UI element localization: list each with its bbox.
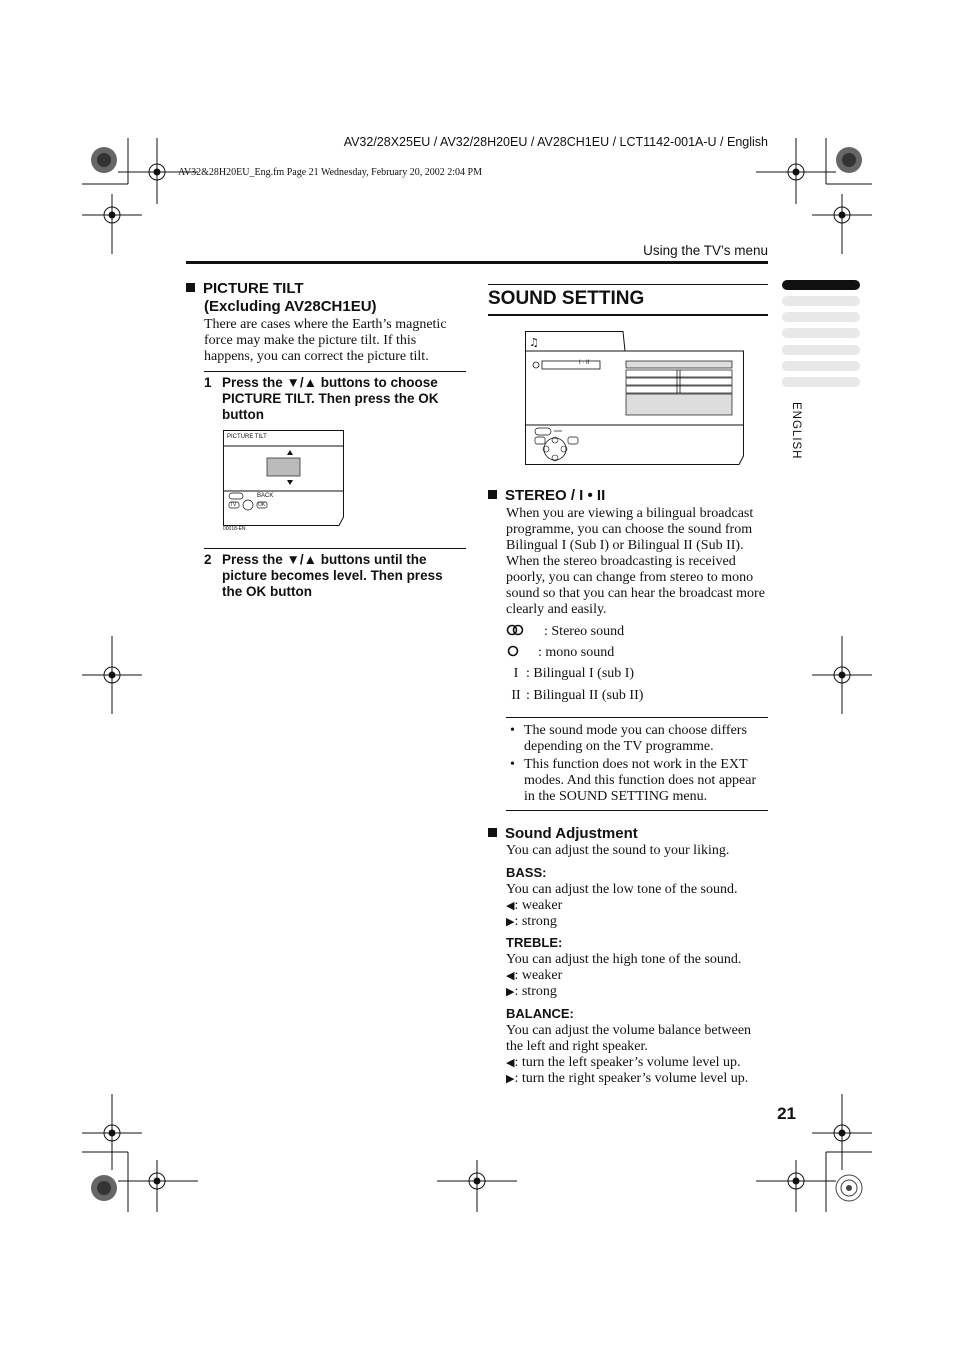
mono-sound-icon [506, 644, 520, 661]
bullet-square-icon [488, 490, 497, 499]
step2-number: 2 [204, 552, 212, 567]
picture-tilt-screen [223, 430, 345, 526]
sound-setting-screen [525, 331, 747, 467]
section-title: Using the TV’s menu [643, 243, 768, 258]
stereo-legend [506, 622, 768, 710]
step1-number: 1 [204, 375, 212, 390]
bilingual-2-icon: II [511, 688, 521, 703]
step1-text: Press the ▼/▲ buttons to choose PICTURE TILT. Then press the OK button [222, 375, 439, 422]
bass-left: ◀: weaker [506, 898, 563, 913]
left-arrow-icon: ◀ [506, 1057, 515, 1069]
model-line: AV32/28X25EU / AV32/28H20EU / AV28CH1EU / LCT1142-001A-U / English [343, 135, 768, 149]
treble-text: You can adjust the high tone of the sound. [506, 952, 742, 967]
left-arrow-icon: ◀ [506, 900, 515, 912]
tab [782, 312, 860, 322]
note-item: • This function does not work in the EXT modes. And this function does not appear in the SOUND SETTING menu. [506, 757, 768, 805]
language-label: ENGLISH [790, 402, 802, 460]
balance-left: ◀: turn the left speaker’s volume level up. [506, 1055, 741, 1070]
step2-text: Press the ▼/▲ buttons until the picture becomes level. Then press the OK button [222, 552, 443, 599]
tab [782, 361, 860, 371]
sound-setting-title: SOUND SETTING [488, 288, 645, 309]
legend-mono: : mono sound [506, 644, 768, 666]
svg-text:♫: ♫ [529, 336, 539, 349]
picture-tilt-intro: There are cases where the Earth’s magnetic force may make the picture tilt. If this happens, you can correct the picture tilt. [204, 317, 447, 364]
notes-rule-top [506, 717, 768, 718]
balance-right: ▶: turn the right speaker’s volume level up. [506, 1071, 749, 1086]
right-arrow-icon: ▶ [506, 916, 515, 928]
sound-title-rule-top [488, 284, 768, 285]
treble-label: TREBLE: [506, 935, 563, 950]
adjustment-intro: You can adjust the sound to your liking. [506, 843, 730, 858]
notes-rule-bottom [506, 810, 768, 811]
picture-tilt-subheading: (Excluding AV28CH1EU) [204, 298, 377, 315]
bass-label: BASS: [506, 865, 547, 880]
legend-stereo: : Stereo sound [506, 622, 768, 644]
note-item: • The sound mode you can choose differs depending on the TV programme. [506, 723, 768, 755]
right-arrow-icon: ▶ [506, 986, 515, 998]
tab [782, 328, 860, 338]
balance-label: BALANCE: [506, 1006, 574, 1021]
tab [782, 377, 860, 387]
balance-text: You can adjust the volume balance between the left and right speaker. [506, 1023, 752, 1054]
tilt-screen-tv: TV [230, 502, 237, 508]
legend-bilingual-2: II : Bilingual II (sub II) [506, 688, 768, 710]
bass-right: ▶: strong [506, 914, 557, 929]
bullet-square-icon [488, 828, 497, 837]
stereo-sound-icon [506, 622, 524, 638]
balance-block [506, 1023, 768, 1087]
treble-right: ▶: strong [506, 984, 557, 999]
tilt-screen-title: PICTURE TILT [227, 434, 267, 440]
sound-adjustment-heading: Sound Adjustment [488, 825, 638, 843]
bilingual-1-icon: I [513, 666, 519, 681]
tilt-screen-ok: OK [258, 502, 266, 508]
tab [782, 296, 860, 306]
sound-screen-mode: I · II [579, 360, 590, 366]
bass-block [506, 882, 768, 930]
stereo-notes [506, 723, 768, 805]
header-rule [186, 261, 768, 264]
tilt-screen-back: BACK [257, 493, 274, 499]
tilt-screen-code: 00018-EN [223, 526, 246, 532]
picture-tilt-heading: PICTURE TILT [186, 280, 304, 298]
treble-left: ◀: weaker [506, 968, 563, 983]
legend-bilingual-1: I : Bilingual I (sub I) [506, 666, 768, 688]
tab-active [782, 280, 860, 290]
treble-block [506, 952, 768, 1000]
step1-rule [204, 371, 466, 372]
step2-rule [204, 548, 466, 549]
right-arrow-icon: ▶ [506, 1073, 515, 1085]
tab [782, 345, 860, 355]
page-number: 21 [777, 1104, 796, 1123]
stereo-text: When you are viewing a bilingual broadcast programme, you can choose the sound from Bilingual I (Sub I) or Bilingual II (Sub II). When the stereo broadcasting is received poorly, you can change from stereo to mono sound so that you can hear the broadcast more clearly and easily. [506, 506, 765, 617]
file-info: AV32&28H20EU_Eng.fm Page 21 Wednesday, February 20, 2002 2:04 PM [178, 167, 482, 178]
sound-title-rule-bottom [488, 314, 768, 316]
bass-text: You can adjust the low tone of the sound. [506, 882, 738, 897]
bullet-square-icon [186, 283, 195, 292]
stereo-heading: STEREO / I • II [488, 487, 605, 505]
left-arrow-icon: ◀ [506, 970, 515, 982]
